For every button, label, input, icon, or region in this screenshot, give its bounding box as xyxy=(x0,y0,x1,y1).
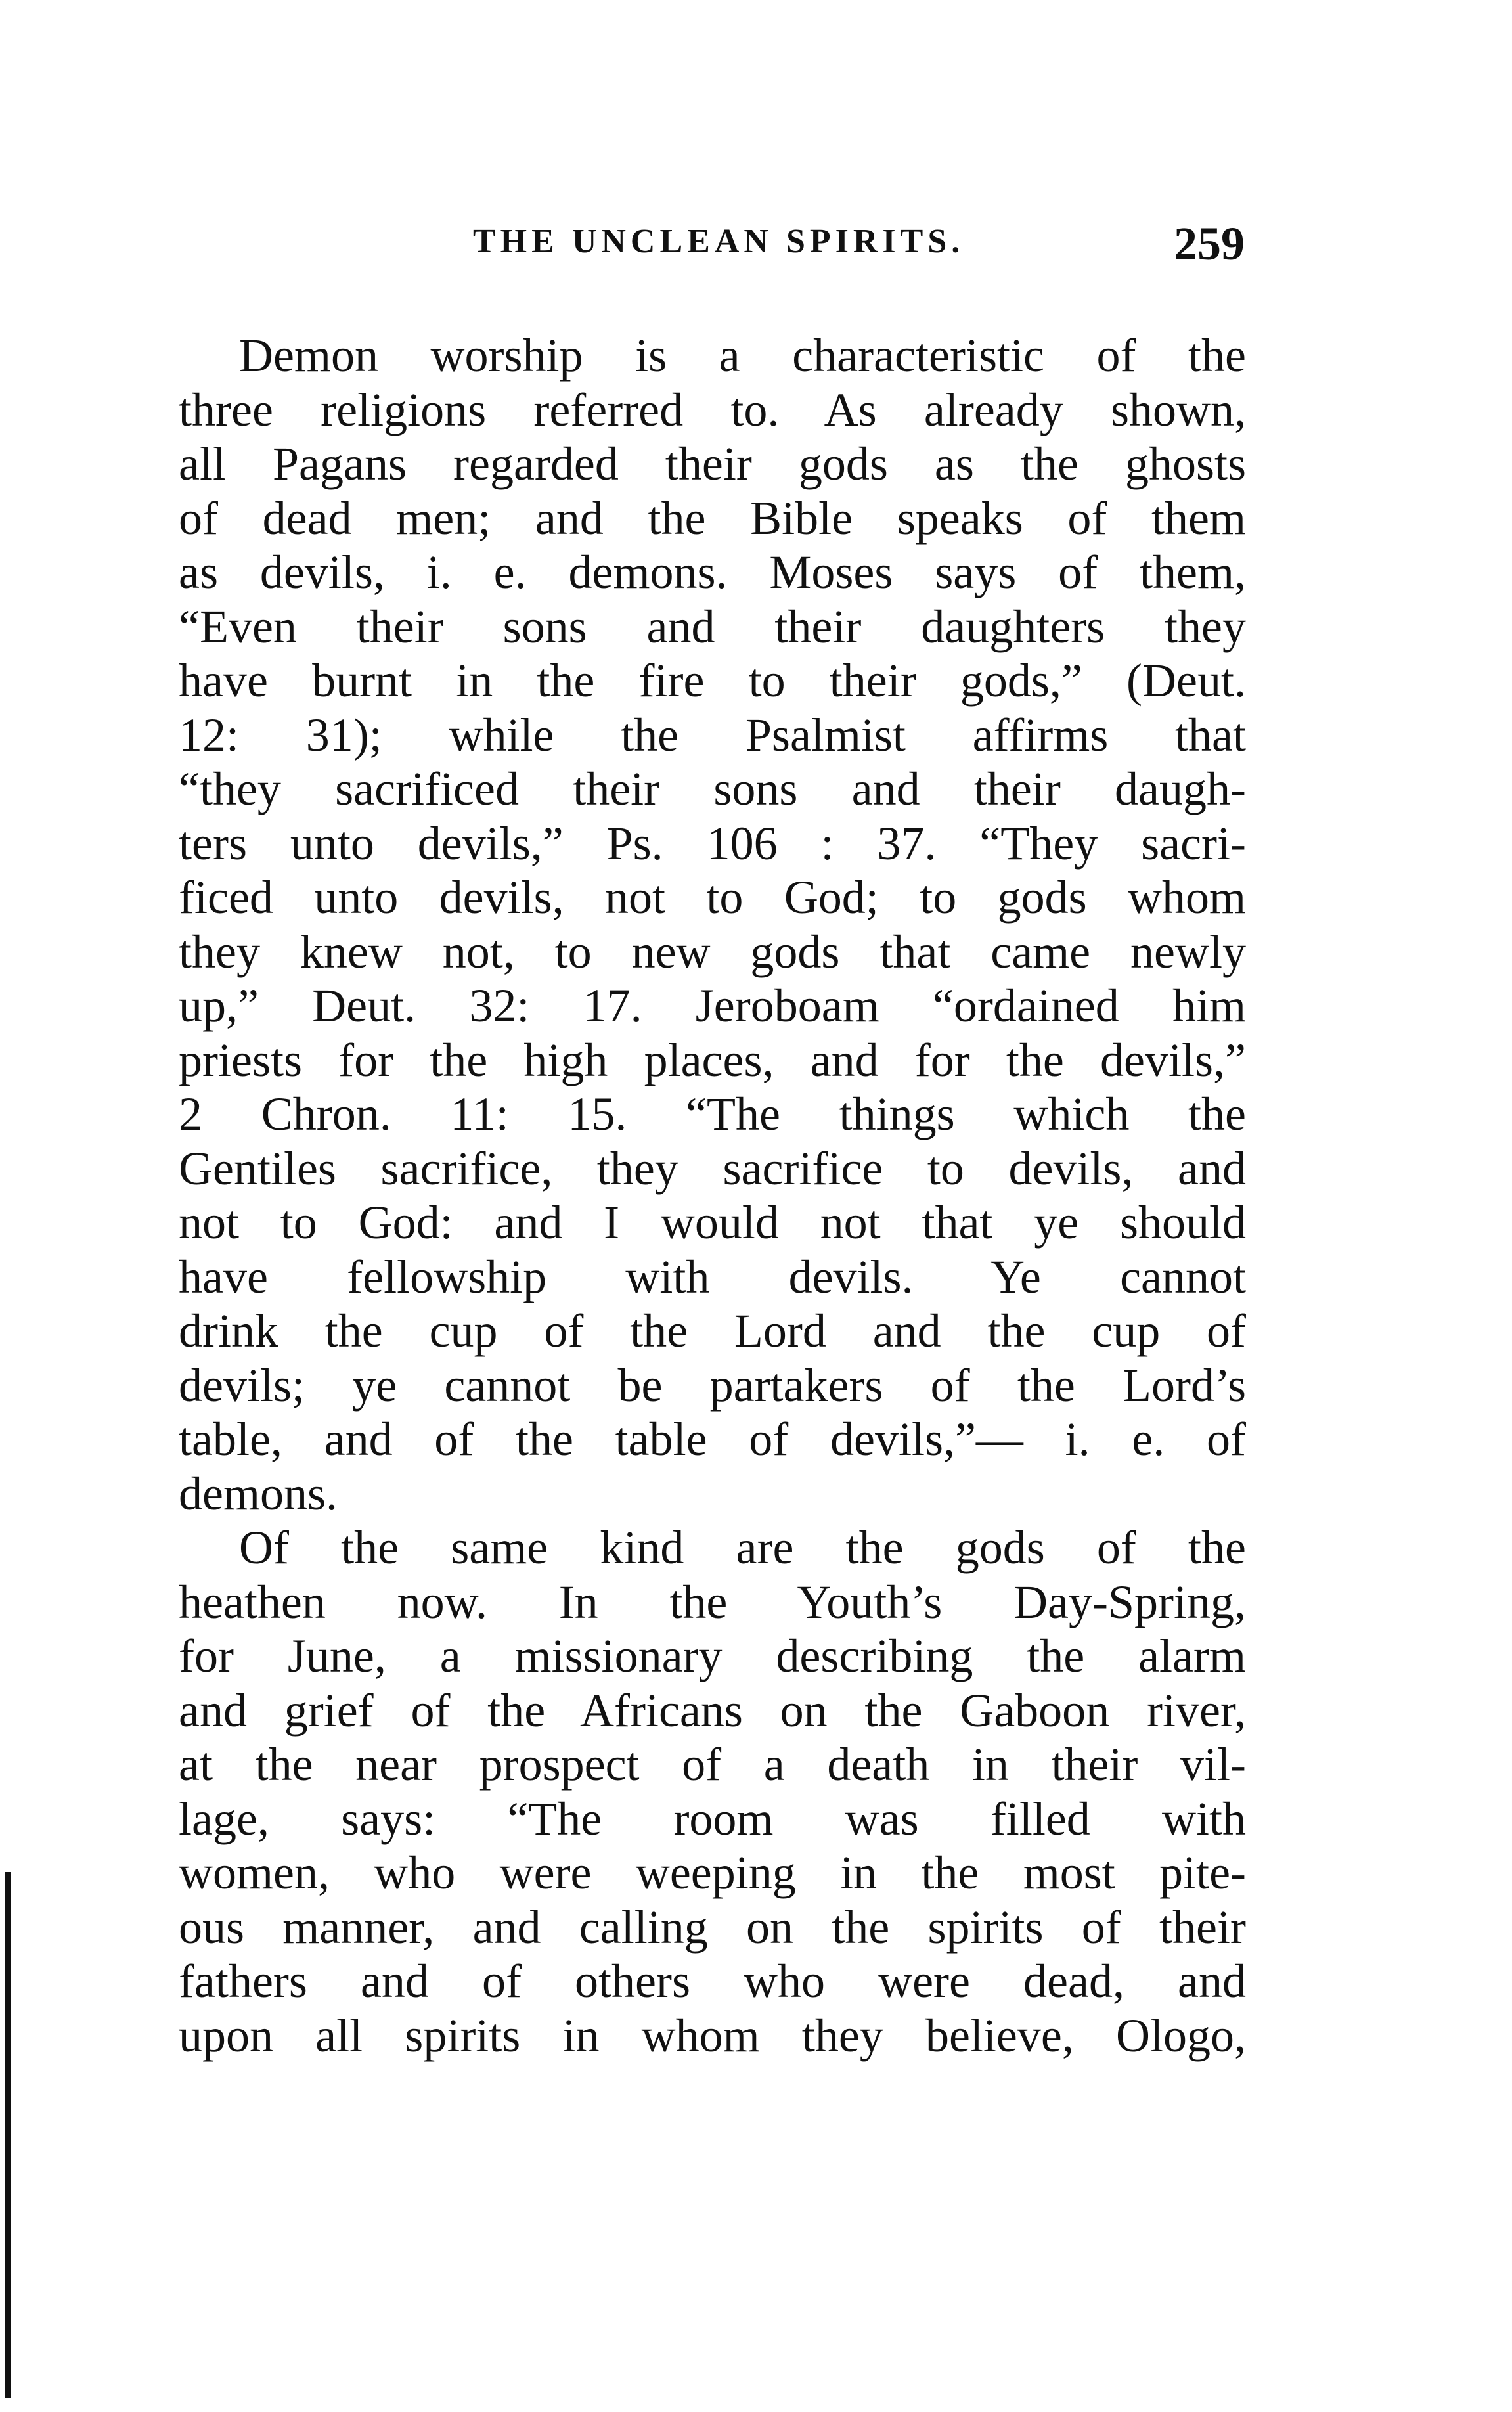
text-line: devils; ye cannot be partakers of the Lord’s xyxy=(179,1358,1246,1412)
text-line: of dead men; and the Bible speaks of them xyxy=(179,491,1246,545)
text-line: fathers and of others who were dead, and xyxy=(179,1955,1246,2007)
text-line: demons. xyxy=(179,1467,338,1520)
text-line: Demon worship is a characteristic of the xyxy=(239,329,1246,382)
text-line: drink the cup of the Lord and the cup of xyxy=(179,1305,1246,1357)
text-line: ous manner, and calling on the spirits of their xyxy=(179,1900,1246,1954)
text-line: Of the same kind are the gods of the xyxy=(239,1521,1246,1574)
text-line: as devils, i. e. demons. Moses says of them, xyxy=(179,546,1246,598)
text-line: have fellowship with devils. Ye cannot xyxy=(179,1250,1246,1303)
text-line: three religions referred to. As already shown, xyxy=(179,383,1246,436)
text-line: “they sacrificed their sons and their daugh- xyxy=(179,763,1246,815)
text-line: lage, says: “The room was filled with xyxy=(179,1792,1246,1845)
text-line: upon all spirits in whom they believe, Ologo, xyxy=(179,2009,1246,2062)
text-line: “Even their sons and their daughters they xyxy=(179,600,1246,653)
text-line: ficed unto devils, not to God; to gods whom xyxy=(179,871,1246,924)
main-text xyxy=(179,328,1246,2063)
page-header xyxy=(473,217,1245,276)
text-line: Gentiles sacrifice, they sacrifice to devils, and xyxy=(179,1142,1246,1195)
text-line: 12: 31); while the Psalmist affirms that xyxy=(179,708,1246,761)
text-line: they knew not, to new gods that came newly xyxy=(179,925,1246,978)
running-head: THE UNCLEAN SPIRITS. xyxy=(473,223,965,260)
text-line: table, and of the table of devils,”— i. e. of xyxy=(179,1413,1246,1465)
page-number: 259 xyxy=(1174,217,1245,270)
text-line: and grief of the Africans on the Gaboon river, xyxy=(179,1684,1246,1737)
text-line: up,” Deut. 32: 17. Jeroboam “ordained him xyxy=(179,979,1246,1032)
text-line: for June, a missionary describing the alarm xyxy=(179,1630,1246,1682)
scan-edge-mark xyxy=(5,1872,11,2398)
text-line: ters unto devils,” Ps. 106 : 37. “They sacri- xyxy=(179,816,1246,870)
text-line: have burnt in the fire to their gods,” (Deut. xyxy=(179,654,1246,707)
text-line: priests for the high places, and for the devils,” xyxy=(179,1033,1246,1086)
text-line: 2 Chron. 11: 15. “The things which the xyxy=(179,1088,1246,1140)
text-line: heathen now. In the Youth’s Day-Spring, xyxy=(179,1575,1246,1628)
text-line: not to God: and I would not that ye should xyxy=(179,1196,1246,1249)
text-line: women, who were weeping in the most pite- xyxy=(179,1846,1246,1899)
text-line: all Pagans regarded their gods as the ghosts xyxy=(179,437,1246,490)
text-line: at the near prospect of a death in their vil- xyxy=(179,1738,1246,1791)
